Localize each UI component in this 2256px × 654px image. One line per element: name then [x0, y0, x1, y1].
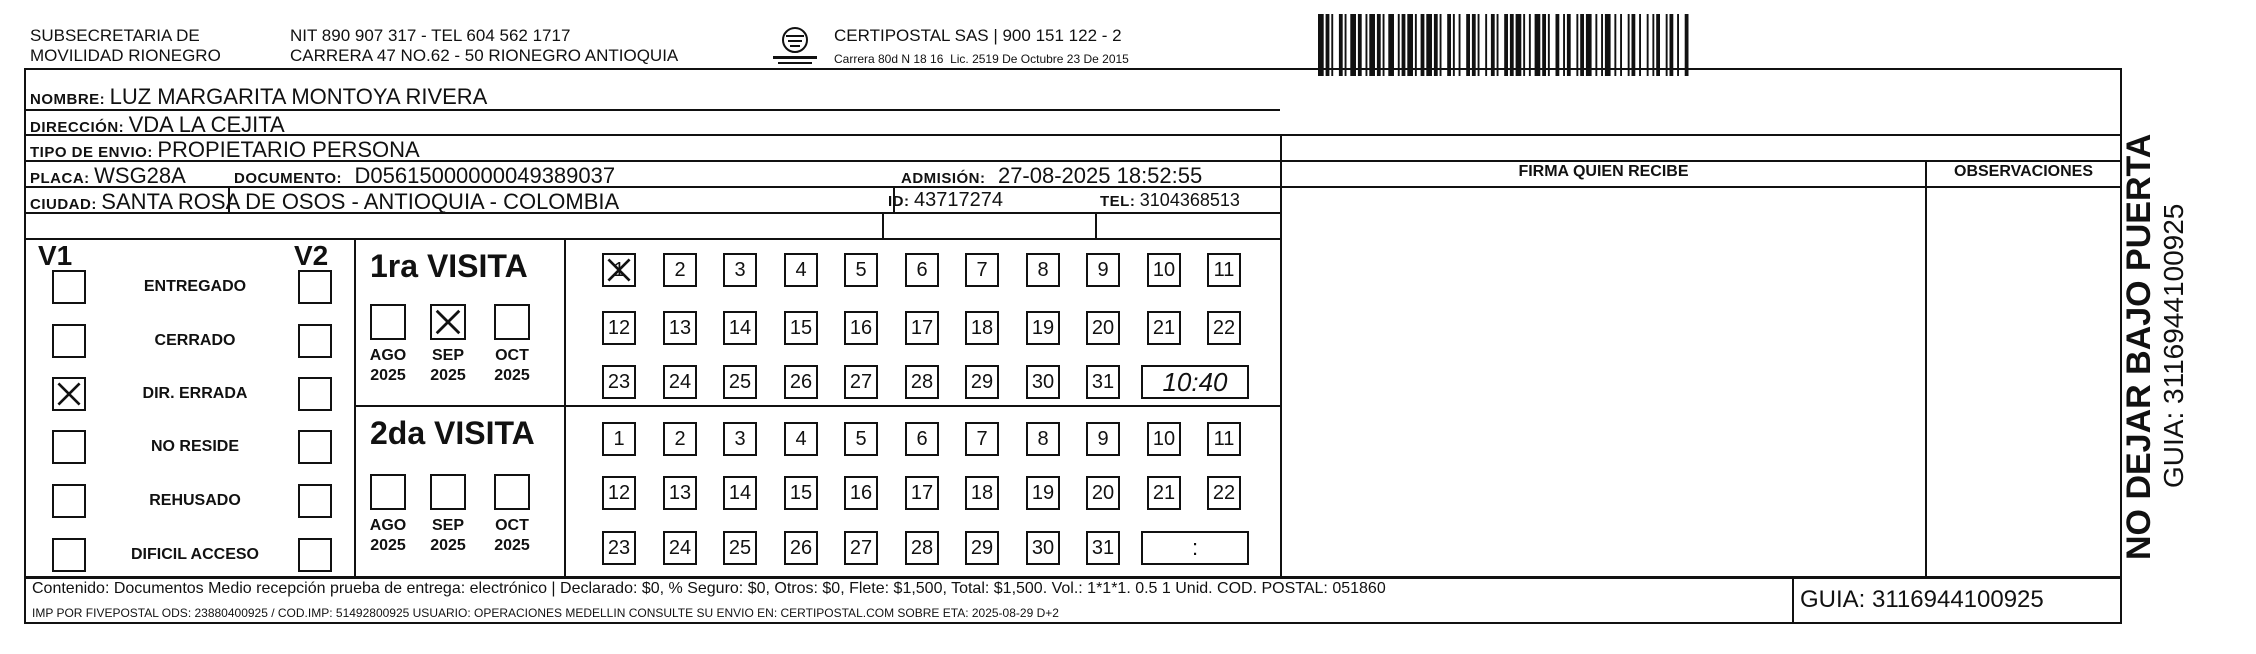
day-box[interactable] — [1207, 422, 1241, 456]
day-box[interactable] — [1026, 476, 1060, 510]
v2-checkbox[interactable] — [298, 270, 332, 304]
barcode-bar — [1580, 14, 1584, 76]
day-box[interactable] — [1086, 311, 1120, 345]
v2-checkbox[interactable] — [298, 538, 332, 572]
day-number: 5 — [855, 428, 867, 450]
barcode-bar — [1491, 14, 1495, 76]
barcode-bar — [1407, 14, 1413, 76]
day-number: 7 — [976, 259, 988, 281]
month-checkbox[interactable] — [370, 474, 406, 510]
name-label: NOMBRE: — [30, 91, 106, 108]
barcode-bar — [1472, 14, 1476, 76]
day-number: 31 — [1091, 371, 1115, 393]
day-number: 17 — [910, 482, 934, 504]
day-box[interactable] — [602, 531, 636, 565]
day-box[interactable] — [784, 476, 818, 510]
document-label: DOCUMENTO: — [234, 170, 343, 187]
day-number: 27 — [849, 371, 873, 393]
barcode-bar — [1567, 14, 1571, 76]
address-label: DIRECCIÓN: — [30, 119, 125, 136]
day-number: 30 — [1031, 371, 1055, 393]
footer-guia: GUIA: 3116944100925 — [1800, 586, 2044, 613]
day-box[interactable] — [1147, 422, 1181, 456]
barcode-bar — [1440, 14, 1442, 76]
day-number: 19 — [1031, 482, 1055, 504]
barcode-bar — [1620, 14, 1622, 76]
day-number: 3 — [734, 259, 746, 281]
v1-checkbox[interactable] — [52, 324, 86, 358]
day-box[interactable] — [723, 531, 757, 565]
visit-time-box[interactable]: 10:40 — [1141, 365, 1249, 399]
barcode-bar — [1529, 14, 1531, 76]
day-box[interactable] — [663, 311, 697, 345]
day-number: 22 — [1212, 482, 1236, 504]
barcode-bar — [1576, 14, 1578, 76]
footer-contents: Contenido: Documentos Medio recepción prueba de entrega: electrónico | Declarado: $0, % Seguro: $0, Otros: $0, Flete: $1,500, Total: $1,500. Vol.: 1*1*1. 0.5 1 Unid. COD. POSTAL: 051860 — [32, 580, 1386, 597]
day-number: 16 — [849, 317, 873, 339]
barcode-bar — [1548, 14, 1550, 76]
issuer-nit-tel: NIT 890 907 317 - TEL 604 562 1717 — [290, 26, 571, 45]
barcode-bar — [1504, 14, 1508, 76]
day-number: 26 — [789, 537, 813, 559]
recipient-id: 43717274 — [913, 189, 1003, 211]
v2-checkbox[interactable] — [298, 484, 332, 518]
v1-checkbox[interactable] — [52, 377, 86, 411]
day-number: 1 — [613, 259, 625, 281]
day-box[interactable] — [905, 253, 939, 287]
recipient-address: VDA LA CEJITA — [128, 112, 285, 137]
day-box[interactable] — [784, 365, 818, 399]
day-number: 3 — [734, 428, 746, 450]
city: SANTA ROSA DE OSOS - ANTIOQUIA - COLOMBIA — [101, 189, 620, 214]
day-box[interactable] — [965, 311, 999, 345]
barcode-bar — [1605, 14, 1611, 76]
day-box[interactable] — [663, 476, 697, 510]
company-license: Carrera 80d N 18 16 Lic. 2519 De Octubre 23 De 2015 — [834, 52, 1129, 66]
month-checkbox[interactable] — [494, 304, 530, 340]
barcode-bar — [1595, 14, 1597, 76]
day-number: 27 — [849, 537, 873, 559]
day-box[interactable] — [1086, 531, 1120, 565]
day-box[interactable] — [844, 311, 878, 345]
day-box[interactable] — [965, 422, 999, 456]
day-box[interactable] — [663, 253, 697, 287]
id-label: ID: — [888, 193, 910, 210]
day-box[interactable] — [602, 365, 636, 399]
day-box[interactable] — [1026, 531, 1060, 565]
day-number: 18 — [970, 482, 994, 504]
v1-checkbox[interactable] — [52, 484, 86, 518]
day-box[interactable] — [663, 531, 697, 565]
v2-checkbox[interactable] — [298, 430, 332, 464]
issuer-address: CARRERA 47 NO.62 - 50 RIONEGRO ANTIOQUIA — [290, 46, 679, 65]
day-box[interactable] — [905, 311, 939, 345]
day-box[interactable] — [723, 365, 757, 399]
day-number: 28 — [910, 537, 934, 559]
day-number: 20 — [1091, 317, 1115, 339]
barcode-bar — [1388, 14, 1394, 76]
attempt-status-label: DIFICIL ACCESO — [130, 546, 259, 563]
day-box[interactable] — [844, 531, 878, 565]
barcode-bar — [1318, 14, 1324, 76]
day-number: 23 — [607, 371, 631, 393]
day-box[interactable] — [905, 422, 939, 456]
day-box[interactable] — [723, 422, 757, 456]
day-number: 24 — [668, 371, 692, 393]
day-box[interactable] — [905, 476, 939, 510]
v2-checkbox[interactable] — [298, 377, 332, 411]
month-label: AGO 2025 — [369, 517, 407, 554]
document-number: D05615000000049389037 — [354, 163, 616, 188]
day-box[interactable] — [723, 476, 757, 510]
day-number: 12 — [607, 482, 631, 504]
barcode-bar — [1586, 14, 1592, 76]
day-box[interactable] — [663, 422, 697, 456]
v1-checkbox[interactable] — [52, 538, 86, 572]
barcode — [1318, 14, 1948, 76]
barcode-bar — [1434, 14, 1438, 76]
signature-heading: FIRMA QUIEN RECIBE — [1518, 163, 1689, 180]
barcode-bar — [1639, 14, 1641, 76]
admission-datetime: 27-08-2025 18:52:55 — [997, 163, 1203, 188]
day-box[interactable] — [844, 365, 878, 399]
day-number: 5 — [855, 259, 867, 281]
day-box[interactable] — [844, 422, 878, 456]
day-number: 29 — [970, 371, 994, 393]
barcode-bar — [1326, 14, 1330, 76]
day-box[interactable] — [1026, 311, 1060, 345]
visit-2-title: 2da VISITA — [370, 415, 535, 451]
day-number: 13 — [668, 482, 692, 504]
day-box[interactable] — [1086, 422, 1120, 456]
barcode-bar — [1666, 14, 1668, 76]
month-label: AGO 2025 — [369, 347, 407, 384]
day-number: 4 — [795, 259, 807, 281]
v1-checkbox[interactable] — [52, 270, 86, 304]
day-number: 18 — [970, 317, 994, 339]
barcode-bar — [1466, 14, 1470, 76]
day-box[interactable] — [965, 531, 999, 565]
barcode-bar — [1459, 14, 1461, 76]
barcode-bar — [1402, 14, 1406, 76]
barcode-bar — [1426, 14, 1432, 76]
day-number: 26 — [789, 371, 813, 393]
month-checkbox[interactable] — [494, 474, 530, 510]
day-number: 23 — [607, 537, 631, 559]
month-label: OCT 2025 — [494, 517, 530, 554]
day-box[interactable] — [1147, 253, 1181, 287]
day-number: 2 — [674, 428, 686, 450]
day-number: 4 — [795, 428, 807, 450]
day-number: 6 — [916, 428, 928, 450]
day-box[interactable] — [1026, 253, 1060, 287]
month-label: OCT 2025 — [494, 347, 530, 384]
day-number: 21 — [1152, 317, 1176, 339]
certipostal-logo — [770, 24, 820, 68]
day-number: 24 — [668, 537, 692, 559]
v1-checkbox[interactable] — [52, 430, 86, 464]
barcode-bar — [1563, 14, 1565, 76]
day-number: 9 — [1097, 428, 1109, 450]
day-number: 17 — [910, 317, 934, 339]
month-checkbox[interactable] — [430, 304, 466, 340]
day-number: 15 — [789, 482, 813, 504]
shipment-type-label: TIPO DE ENVIO: — [30, 144, 153, 161]
day-number: 11 — [1213, 428, 1235, 450]
day-box[interactable] — [602, 476, 636, 510]
day-number: 7 — [976, 428, 988, 450]
day-number: 29 — [970, 537, 994, 559]
day-number: 25 — [728, 371, 752, 393]
day-box[interactable] — [965, 476, 999, 510]
visit-time-box[interactable]: : — [1141, 531, 1249, 565]
day-box[interactable] — [844, 253, 878, 287]
shipment-type: PROPIETARIO PERSONA — [157, 137, 420, 162]
barcode-bar — [1632, 14, 1636, 76]
visit-1-title: 1ra VISITA — [370, 248, 528, 284]
day-number: 14 — [728, 317, 752, 339]
barcode-bar — [1647, 14, 1649, 76]
barcode-bar — [1478, 14, 1480, 76]
barcode-bar — [1670, 14, 1674, 76]
barcode-bar — [1628, 14, 1630, 76]
barcode-bar — [1497, 14, 1499, 76]
barcode-bar — [1398, 14, 1400, 76]
attempt-status-label: CERRADO — [154, 332, 236, 349]
attempt-status-label: REHUSADO — [149, 492, 241, 509]
barcode-bar — [1358, 14, 1362, 76]
day-number: 6 — [916, 259, 928, 281]
side-warning: NO DEJAR BAJO PUERTA — [2120, 133, 2158, 560]
recipient-tel: 3104368513 — [1139, 190, 1240, 210]
month-label: SEP 2025 — [430, 347, 466, 384]
day-box[interactable] — [784, 311, 818, 345]
barcode-bar — [1556, 14, 1560, 76]
day-number: 16 — [849, 482, 873, 504]
barcode-bar — [1421, 14, 1425, 76]
day-box[interactable] — [1207, 253, 1241, 287]
barcode-bar — [1383, 14, 1385, 76]
day-box[interactable] — [602, 311, 636, 345]
day-box[interactable] — [905, 531, 939, 565]
barcode-bar — [1447, 14, 1451, 76]
barcode-bar — [1652, 14, 1654, 76]
barcode-bar — [1656, 14, 1660, 76]
day-box[interactable] — [784, 531, 818, 565]
barcode-bar — [1350, 14, 1356, 76]
plate: WSG28A — [94, 163, 186, 188]
barcode-bar — [1331, 14, 1333, 76]
city-label: CIUDAD: — [30, 196, 97, 213]
month-label: SEP 2025 — [430, 517, 466, 554]
v2-heading: V2 — [294, 240, 329, 271]
day-number: 31 — [1091, 537, 1115, 559]
barcode-bar — [1366, 14, 1368, 76]
day-box[interactable] — [905, 365, 939, 399]
day-box[interactable] — [1147, 311, 1181, 345]
tel-label: TEL: — [1100, 193, 1136, 210]
barcode-bar — [1542, 14, 1546, 76]
barcode-bar — [1516, 14, 1522, 76]
day-box[interactable] — [784, 422, 818, 456]
company-name: CERTIPOSTAL SAS | 900 151 122 - 2 — [834, 26, 1122, 45]
day-box[interactable] — [723, 311, 757, 345]
day-number: 30 — [1031, 537, 1055, 559]
attempt-status-label: DIR. ERRADA — [142, 385, 248, 402]
day-number: 11 — [1213, 259, 1235, 281]
v2-checkbox[interactable] — [298, 324, 332, 358]
recipient-name: LUZ MARGARITA MONTOYA RIVERA — [109, 84, 488, 109]
barcode-bar — [1677, 14, 1679, 76]
day-box[interactable] — [1207, 311, 1241, 345]
day-box[interactable] — [1086, 365, 1120, 399]
barcode-bar — [1614, 14, 1616, 76]
day-number: 9 — [1097, 259, 1109, 281]
day-box[interactable] — [1086, 476, 1120, 510]
issuer-line-1: SUBSECRETARIA DE — [30, 26, 200, 45]
month-checkbox[interactable] — [370, 304, 406, 340]
day-box[interactable] — [1026, 422, 1060, 456]
barcode-bar — [1601, 14, 1603, 76]
barcode-bar — [1535, 14, 1541, 76]
barcode-bar — [1685, 14, 1689, 76]
day-box[interactable] — [1086, 253, 1120, 287]
day-number: 13 — [668, 317, 692, 339]
day-box[interactable] — [1207, 476, 1241, 510]
issuer-line-2: MOVILIDAD RIONEGRO — [30, 46, 221, 65]
day-box[interactable] — [723, 253, 757, 287]
day-box[interactable] — [1147, 476, 1181, 510]
side-guia: GUIA: 3116944100925 — [2158, 203, 2189, 488]
barcode-bar — [1377, 14, 1381, 76]
month-checkbox[interactable] — [430, 474, 466, 510]
day-number: 14 — [728, 482, 752, 504]
day-box[interactable] — [784, 253, 818, 287]
attempt-status-label: NO RESIDE — [150, 438, 239, 455]
day-box[interactable] — [602, 422, 636, 456]
day-number: 8 — [1037, 259, 1049, 281]
day-number: 2 — [674, 259, 686, 281]
day-check-mark — [604, 255, 634, 294]
day-number: 28 — [910, 371, 934, 393]
barcode-bar — [1345, 14, 1347, 76]
day-box[interactable] — [663, 365, 697, 399]
day-number: 10 — [1152, 428, 1176, 450]
day-number: 22 — [1212, 317, 1236, 339]
observations-heading: OBSERVACIONES — [1954, 163, 2093, 180]
plate-label: PLACA: — [30, 170, 90, 187]
barcode-bar — [1415, 14, 1417, 76]
day-box[interactable] — [1026, 365, 1060, 399]
day-number: 15 — [789, 317, 813, 339]
day-number: 21 — [1152, 482, 1176, 504]
barcode-bar — [1485, 14, 1487, 76]
barcode-bar — [1523, 14, 1525, 76]
footer-print-info: IMP POR FIVEPOSTAL ODS: 23880400925 / COD.IMP: 51492800925 USUARIO: OPERACIONES MEDELLIN CONSULTE SU ENVIO EN: CERTIPOSTAL.COM SOBRE ETA: 2025-08-29 D+2 — [32, 606, 1059, 620]
day-number: 1 — [613, 428, 625, 450]
v1-heading: V1 — [38, 240, 73, 271]
day-number: 8 — [1037, 428, 1049, 450]
day-number: 20 — [1091, 482, 1115, 504]
admission-label: ADMISIÓN: — [901, 170, 986, 187]
day-number: 19 — [1031, 317, 1055, 339]
day-box[interactable] — [844, 476, 878, 510]
barcode-bar — [1369, 14, 1375, 76]
barcode-bar — [1453, 14, 1455, 76]
barcode-bar — [1339, 14, 1343, 76]
day-number: 10 — [1152, 259, 1176, 281]
day-number: 25 — [728, 537, 752, 559]
attempt-status-label: ENTREGADO — [143, 278, 247, 295]
day-box[interactable] — [965, 253, 999, 287]
day-box[interactable] — [965, 365, 999, 399]
barcode-bar — [1510, 14, 1514, 76]
day-box[interactable] — [602, 253, 636, 287]
day-number: 12 — [607, 317, 631, 339]
